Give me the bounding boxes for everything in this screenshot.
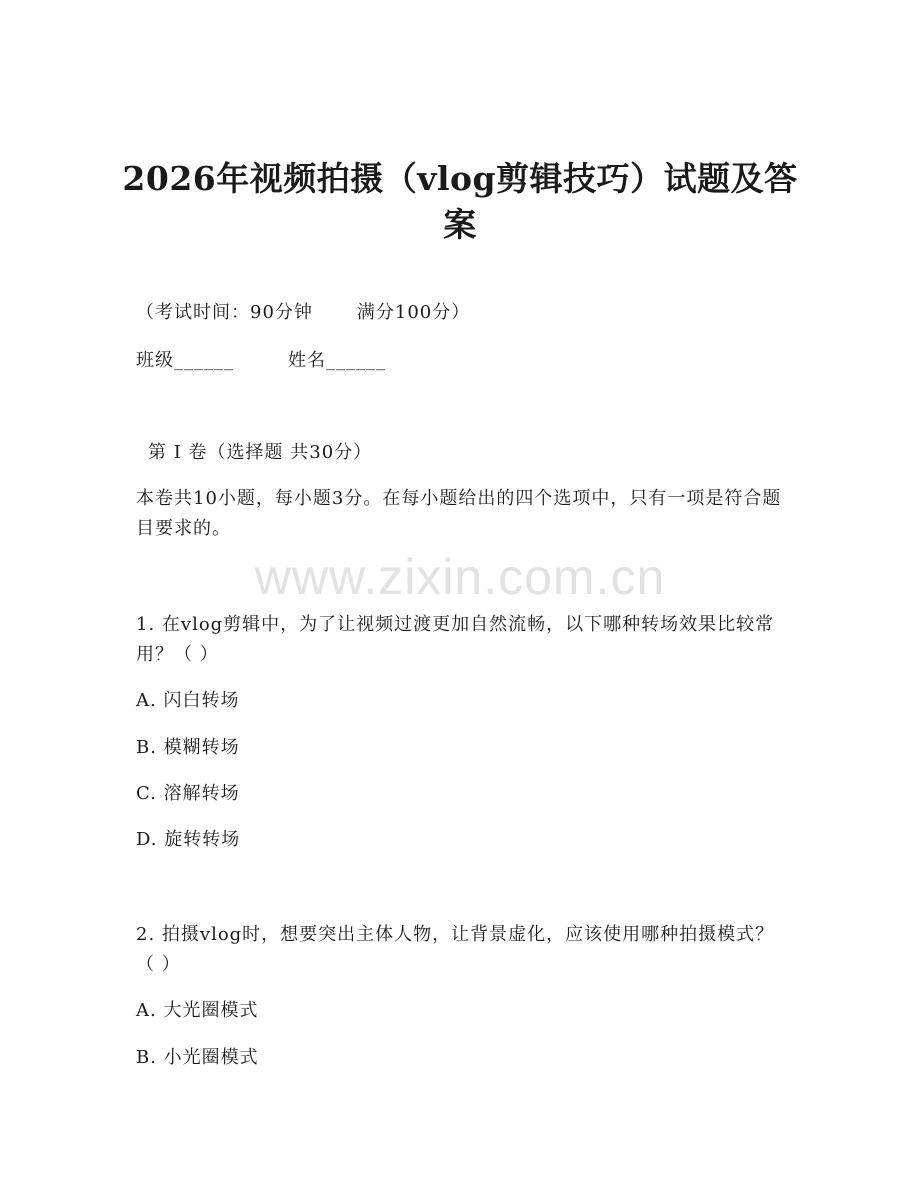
question-1-option-b: B. 模糊转场	[136, 737, 240, 758]
name-field: 姓名______	[288, 350, 386, 371]
exam-info	[136, 298, 470, 328]
exam-score: 满分100分）	[356, 302, 471, 323]
section-title: 第 I 卷（选择题 共30分）	[148, 442, 373, 463]
question-2-stem: 2. 拍摄vlog时，想要突出主体人物，让背景虚化，应该使用哪种拍摄模式？（ ）	[136, 924, 775, 975]
exam-time: （考试时间：90分钟	[136, 302, 313, 323]
question-1-stem: 1. 在vlog剪辑中，为了让视频过渡更加自然流畅，以下哪种转场效果比较常用？（ ）	[136, 614, 775, 665]
student-info	[136, 346, 386, 376]
section-description: 本卷共10小题，每小题3分。在每小题给出的四个选项中，只有一项是符合题目要求的。	[136, 488, 782, 539]
watermark: www.zixin.com.cn	[254, 549, 666, 605]
document-title: 2026年视频拍摄（vlog剪辑技巧）试题及答案	[122, 159, 798, 244]
question-2-option-b: B. 小光圈模式	[136, 1047, 259, 1068]
class-field: 班级______	[136, 350, 234, 371]
question-1-option-c: C. 溶解转场	[136, 783, 240, 804]
question-2-option-a: A. 大光圈模式	[136, 1000, 259, 1021]
question-1-option-d: D. 旋转转场	[136, 829, 241, 850]
question-1-option-a: A. 闪白转场	[136, 690, 240, 711]
